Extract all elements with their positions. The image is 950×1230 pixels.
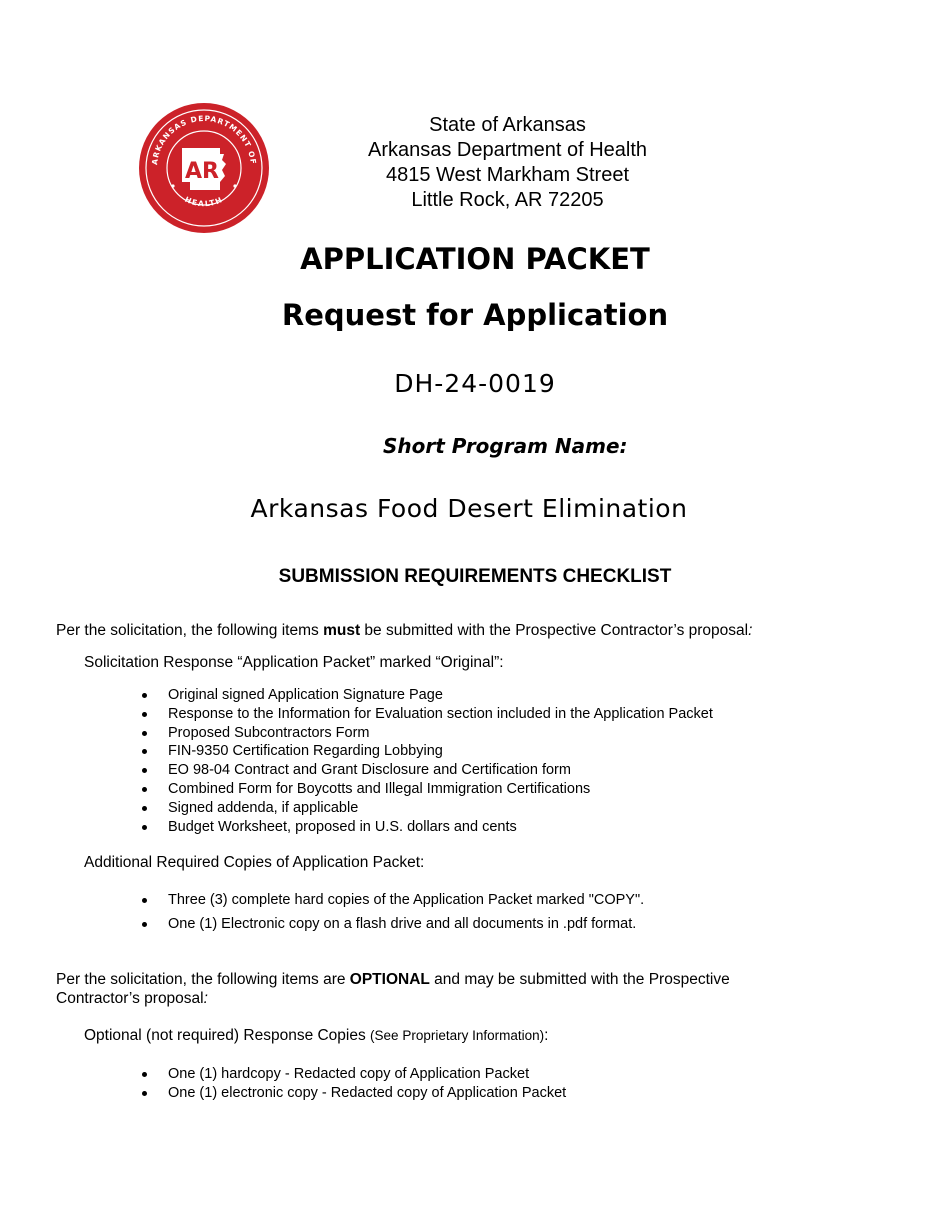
optional-heading-text: Optional (not required) Response Copies <box>84 1027 371 1044</box>
document-title: APPLICATION PACKET <box>300 242 650 276</box>
seal-ring-top-text: ARKANSAS DEPARTMENT OF <box>150 113 258 166</box>
list-item: Response to the Information for Evaluation section included in the Application Packet <box>140 705 713 724</box>
short-program-name-label: Short Program Name: <box>383 434 628 458</box>
additional-copies-heading: Additional Required Copies of Application Packet: <box>84 854 425 871</box>
required-emphasis: must <box>323 622 361 639</box>
required-intro-text-end: be submitted with the Prospective Contractor’s proposal <box>360 622 749 639</box>
original-items-list <box>140 686 713 836</box>
list-item: Combined Form for Boycotts and Illegal Immigration Certifications <box>140 780 713 799</box>
agency-address <box>330 113 685 213</box>
list-item: Original signed Application Signature Page <box>140 686 713 705</box>
address-line-3: 4815 West Markham Street <box>385 164 630 186</box>
list-item: Signed addenda, if applicable <box>140 799 713 818</box>
address-line-2: Arkansas Department of Health <box>367 139 648 161</box>
required-intro-colon: : <box>748 622 753 639</box>
program-name: Arkansas Food Desert Elimination <box>250 494 688 523</box>
list-item: One (1) Electronic copy on a flash drive and all documents in .pdf format. <box>140 913 644 937</box>
optional-intro-text: Per the solicitation, the following items are <box>56 971 350 988</box>
rfa-number: DH-24-0019 <box>394 369 556 398</box>
seal-center-text: AR <box>185 159 219 184</box>
list-item: Budget Worksheet, proposed in U.S. dollars and cents <box>140 818 713 837</box>
optional-copies-heading <box>84 1027 548 1045</box>
optional-items-list <box>140 1065 566 1103</box>
list-item: FIN-9350 Certification Regarding Lobbying <box>140 742 713 761</box>
original-packet-heading: Solicitation Response “Application Packet” marked “Original”: <box>84 654 504 671</box>
optional-intro <box>56 970 816 1008</box>
optional-heading-colon: : <box>544 1027 549 1044</box>
optional-heading-note: (See Proprietary Information) <box>370 1028 545 1043</box>
list-item: Three (3) complete hard copies of the Application Packet marked "COPY". <box>140 889 644 913</box>
additional-copies-list <box>140 889 644 936</box>
list-item: One (1) electronic copy - Redacted copy of Application Packet <box>140 1084 566 1103</box>
list-item: One (1) hardcopy - Redacted copy of Application Packet <box>140 1065 566 1084</box>
seal-ring-bottom-text: HEALTH <box>183 194 225 209</box>
department-of-health-seal <box>138 102 270 234</box>
checklist-heading: SUBMISSION REQUIREMENTS CHECKLIST <box>278 566 672 587</box>
required-intro-text: Per the solicitation, the following items <box>56 622 324 639</box>
optional-emphasis: OPTIONAL <box>349 971 430 988</box>
list-item: Proposed Subcontractors Form <box>140 724 713 743</box>
address-line-1: State of Arkansas <box>429 114 586 136</box>
optional-intro-colon: : <box>203 990 208 1007</box>
address-line-4: Little Rock, AR 72205 <box>411 189 604 211</box>
required-intro <box>56 621 896 640</box>
optional-intro-text-end: and may be submitted with the Prospective Contractor’s proposal <box>56 971 730 1007</box>
list-item: EO 98-04 Contract and Grant Disclosure and Certification form <box>140 761 713 780</box>
document-subtitle: Request for Application <box>281 298 669 332</box>
